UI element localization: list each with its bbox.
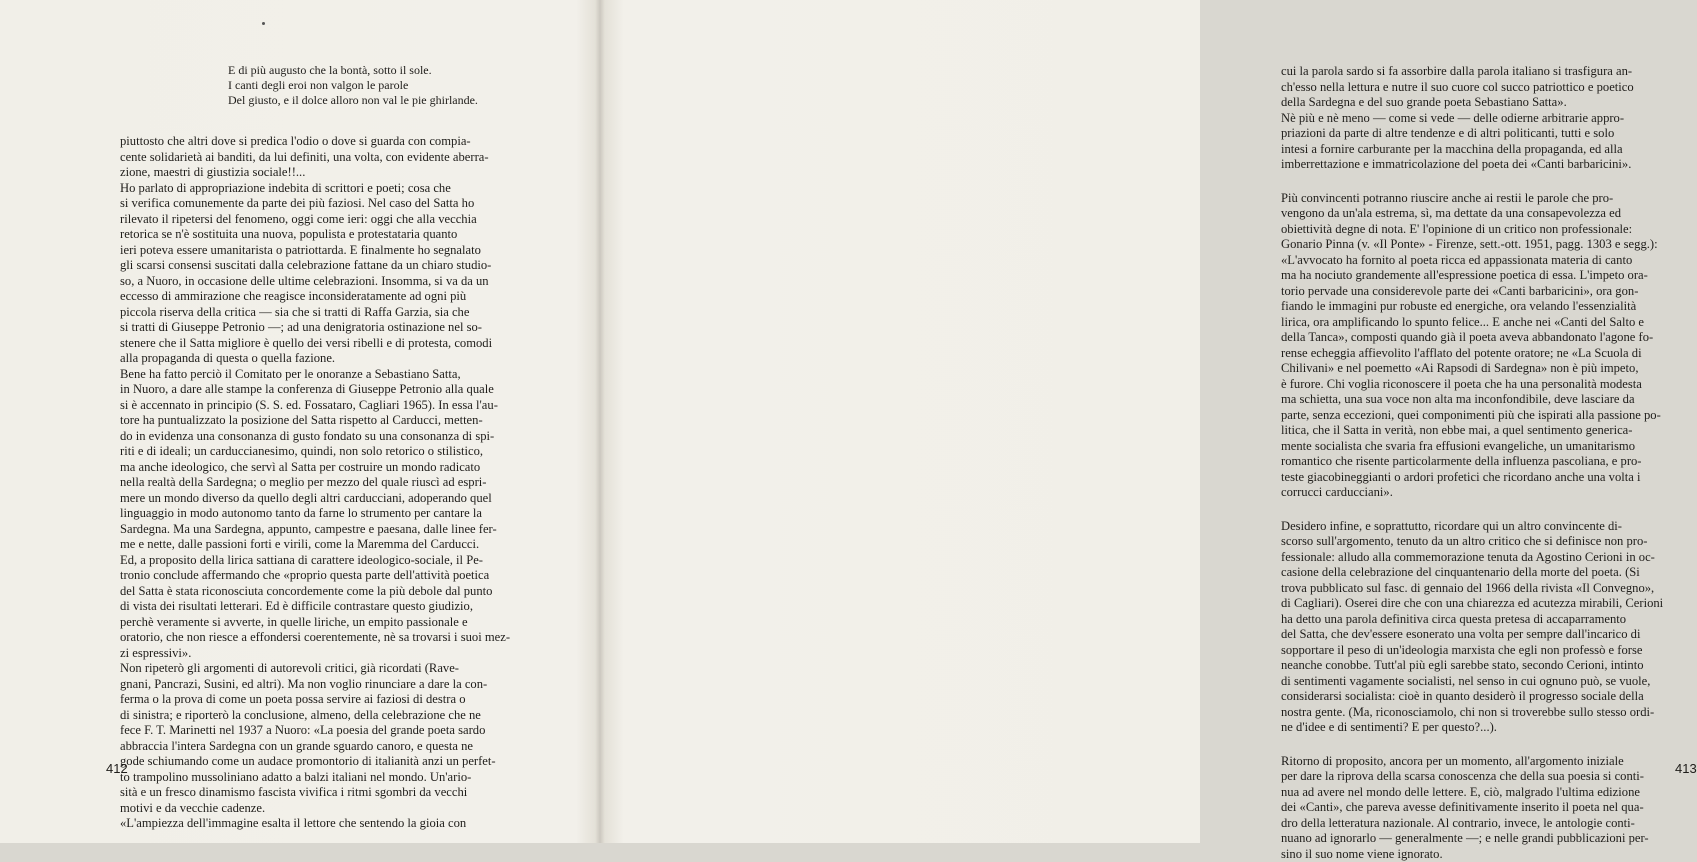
text-line: neanche conobbe. Tutt'al più egli sarebbe stato, secondo Cerioni, intinto (1281, 658, 1681, 674)
text-line: ferma o la prova di come un poeta possa servire ai faziosi di destra o (120, 692, 520, 708)
text-line: eccesso di ammirazione che reagisce inconsideratamente ad ogni più (120, 289, 520, 305)
text-line: Chilivani» e nel poemetto «Ai Rapsodi di Sardegna» non è più impeto, (1281, 361, 1681, 377)
text-line: fessionale: alludo alla commemorazione tenuta da Agostino Cerioni in oc- (1281, 550, 1681, 566)
paragraph-gap (1281, 501, 1681, 519)
text-line: ma ha nociuto grandemente all'espressione poetica di essa. L'impeto ora- (1281, 268, 1681, 284)
text-line: Desidero infine, e soprattutto, ricordare qui un altro convincente di- (1281, 519, 1681, 535)
text-line: retorica se n'è sostituita una nuova, populista e protestataria quanto (120, 227, 520, 243)
text-line: Bene ha fatto perciò il Comitato per le onoranze a Sebastiano Satta, (120, 367, 520, 383)
text-line: ne d'idee e di sentimenti? E per questo?...). (1281, 720, 1681, 736)
text-line: «L'ampiezza dell'immagine esalta il lettore che sentendo la gioia con (120, 816, 520, 832)
text-line: oratorio, che non riesce a effondersi coerentemente, nè sa trovarsi i suoi mez- (120, 630, 520, 646)
text-line: cente solidarietà ai banditi, da lui definiti, una volta, con evidente aberra- (120, 150, 520, 166)
text-line: ch'esso nella lettura e nutre il suo cuore col succo patriottico e poetico (1281, 80, 1681, 96)
text-line: zione, maestri di giustizia sociale!!... (120, 165, 520, 181)
text-line: Ritorno di proposito, ancora per un momento, all'argomento iniziale (1281, 754, 1681, 770)
text-line: stenere che il Satta migliore è quello dei versi ribelli e di protesta, comodi (120, 336, 520, 352)
text-line: piccola riserva della critica — sia che si tratti di Raffa Garzia, sia che (120, 305, 520, 321)
text-line: tronio conclude affermando che «proprio questa parte dell'attività poetica (120, 568, 520, 584)
text-line: cui la parola sardo si fa assorbire dalla parola italiano si trasfigura an- (1281, 64, 1681, 80)
text-line: di sentimenti vagamente socialisti, nel senso in cui ognuno può, se vuole, (1281, 674, 1681, 690)
text-line: sità e un fresco dinamismo fascista vivifica i ritmi sgombri da vecchi (120, 785, 520, 801)
text-line: mente socialista che svaria fra effusioni evangeliche, un umanitarismo (1281, 439, 1681, 455)
text-line: riti e di ideali; un carduccianesimo, quindi, non solo retorico o stilistico, (120, 444, 520, 460)
epigraph (228, 63, 528, 108)
text-line: Più convincenti potranno riuscire anche ai restii le parole che pro- (1281, 191, 1681, 207)
text-line: to trampolino mussoliniano adatto a balzi italiani nel mondo. Un'ario- (120, 770, 520, 786)
left-page (0, 0, 600, 843)
text-line: litica, che il Satta in verità, non ebbe mai, a quel sentimento generica- (1281, 423, 1681, 439)
paper-speck (262, 22, 265, 25)
page-number-right: 413 (1675, 761, 1697, 776)
text-line: si verifica comunemente da parte dei più faziosi. Nel caso del Satta ho (120, 196, 520, 212)
page-number-left: 412 (106, 761, 128, 776)
text-line: lirica, ora amplificando lo spunto felice... E anche nei «Canti del Salto e (1281, 315, 1681, 331)
text-line: del Satta è stata riconosciuta concordemente come la più debole dal punto (120, 584, 520, 600)
text-line: corrucci carducciani». (1281, 485, 1681, 501)
text-line: scorso sull'argomento, tenuto da un altro critico che si definisce non pro- (1281, 534, 1681, 550)
text-line: gnani, Pancrazi, Susini, ed altri). Ma non voglio rinunciare a dare la con- (120, 677, 520, 693)
text-line: «L'avvocato ha fornito al poeta ricca ed appassionata materia di canto (1281, 253, 1681, 269)
text-line: nella realtà della Sardegna; o meglio per mezzo del quale riuscì ad espri- (120, 475, 520, 491)
text-line: in Nuoro, a dare alle stampe la conferenza di Giuseppe Petronio alla quale (120, 382, 520, 398)
text-line: alla propaganda di questa o quella fazione. (120, 351, 520, 367)
text-line: teste giacobineggianti o ardori profetici che ricordano anche una volta i (1281, 470, 1681, 486)
text-line: nua ad avere nel mondo delle lettere. E, ciò, malgrado l'ultima edizione (1281, 785, 1681, 801)
epigraph-line: Del giusto, e il dolce alloro non val le pie ghirlande. (228, 93, 528, 108)
text-line: sino il suo nome viene ignorato. (1281, 847, 1681, 862)
text-line: fiando le immagini pur robuste ed energiche, ora velando l'essenzialità (1281, 299, 1681, 315)
text-line: Ed, a proposito della lirica sattiana di carattere ideologico-sociale, il Pe- (120, 553, 520, 569)
text-line: si tratti di Giuseppe Petronio —; ad una denigratoria ostinazione nel so- (120, 320, 520, 336)
text-line: ma anche ideologico, che servì al Satta per costruire un mondo radicato (120, 460, 520, 476)
text-line: piuttosto che altri dove si predica l'odio o dove si guarda con compia- (120, 134, 520, 150)
text-line: obiettività degne di nota. E' l'opinione di un critico non professionale: (1281, 222, 1681, 238)
epigraph-line: I canti degli eroi non valgon le parole (228, 78, 528, 93)
text-line: si è accennato in principio (S. S. ed. Fossataro, Cagliari 1965). In essa l'au- (120, 398, 520, 414)
text-line: di sinistra; e riporterò la conclusione, almeno, della celebrazione che ne (120, 708, 520, 724)
left-body-text (120, 134, 520, 832)
text-line: rense echeggia affievolito l'afflato del potente oratore; ne «La Scuola di (1281, 346, 1681, 362)
text-line: motivi e da vecchie cadenze. (120, 801, 520, 817)
text-line: trova pubblicato sul fasc. di gennaio del 1966 della rivista «Il Convegno», (1281, 581, 1681, 597)
text-line: della Sardegna e del suo grande poeta Sebastiano Satta». (1281, 95, 1681, 111)
text-line: tore ha puntualizzato la posizione del Satta rispetto al Carducci, metten- (120, 413, 520, 429)
text-line: intesi a fornire carburante per la macchina della propaganda, ed alla (1281, 142, 1681, 158)
text-line: dei «Canti», che pareva avesse definitivamente inserito il poeta nel qua- (1281, 800, 1681, 816)
text-line: Ho parlato di appropriazione indebita di scrittori e poeti; cosa che (120, 181, 520, 197)
text-line: Gonario Pinna (v. «Il Ponte» - Firenze, sett.-ott. 1951, pagg. 1303 e segg.): (1281, 237, 1681, 253)
text-line: rilevato il ripetersi del fenomeno, oggi come ieri: oggi che alla vecchia (120, 212, 520, 228)
text-line: linguaggio in modo autonomo tanto da farne lo strumento per cantare la (120, 506, 520, 522)
text-line: è furore. Chi voglia riconoscere il poeta che ha una personalità modesta (1281, 377, 1681, 393)
text-line: di Cagliari). Oserei dire che con una chiarezza ed acutezza mirabili, Cerioni (1281, 596, 1681, 612)
text-line: gode schiumando come un audace promontorio di italianità anzi un perfet- (120, 754, 520, 770)
text-line: zi espressivi». (120, 646, 520, 662)
text-line: romantico che risente particolarmente della influenza pascoliana, e pro- (1281, 454, 1681, 470)
text-line: priazioni da parte di altre tendenze e di altri politicanti, tutti e solo (1281, 126, 1681, 142)
text-line: Non ripeterò gli argomenti di autorevoli critici, già ricordati (Rave- (120, 661, 520, 677)
text-line: dro della letteratura nazionale. Al contrario, invece, le antologie conti- (1281, 816, 1681, 832)
text-line: nostra gente. (Ma, riconosciamolo, chi non si troverebbe sullo stesso ordi- (1281, 705, 1681, 721)
text-line: del Satta, che dev'essere esonerato una volta per sempre dall'incarico di (1281, 627, 1681, 643)
text-line: per dare la riprova della scarsa conoscenza che della sua poesia si conti- (1281, 769, 1681, 785)
text-line: mere un mondo diverso da quello degli altri carducciani, adoperando quel (120, 491, 520, 507)
text-line: nuano ad ignorarlo — generalmente —; e nelle grandi pubblicazioni per- (1281, 831, 1681, 847)
text-line: do in evidenza una consonanza di gusto fondato su una consonanza di spi- (120, 429, 520, 445)
text-line: sopportare il peso di un'ideologia marxista che egli non professò e forse (1281, 643, 1681, 659)
text-line: me e nette, dalle passioni forti e virili, come la Maremma del Carducci. (120, 537, 520, 553)
text-line: imberrettazione e immatricolazione del poeta dei «Canti barbaricini». (1281, 157, 1681, 173)
text-line: ha detto una parola definitiva circa questa pretesa di accaparramento (1281, 612, 1681, 628)
text-line: casione della celebrazione del cinquantenario della morte del poeta. (Si (1281, 565, 1681, 581)
text-line: vengono da un'ala estrema, sì, ma dettate da una consapevolezza ed (1281, 206, 1681, 222)
text-line: parte, senza eccezioni, quei componimenti più che ispirati alla passione po- (1281, 408, 1681, 424)
text-line: so, a Nuoro, in occasione delle ultime celebrazioni. Insomma, si va da un (120, 274, 520, 290)
text-line: Nè più e nè meno — come si vede — delle odierne arbitrarie appro- (1281, 111, 1681, 127)
text-line: di vista dei risultati letterari. Ed è difficile contrastare questo giudizio, (120, 599, 520, 615)
text-line: ma schietta, una sua voce non alta ma inconfondibile, deve lasciare da (1281, 392, 1681, 408)
text-line: torio pervade una considerevole parte dei «Canti barbaricini», ora gon- (1281, 284, 1681, 300)
epigraph-line: E di più augusto che la bontà, sotto il sole. (228, 63, 528, 78)
text-line: Sardegna. Ma una Sardegna, appunto, campestre e paesana, dalle linee fer- (120, 522, 520, 538)
paragraph-gap (1281, 736, 1681, 754)
text-line: fece F. T. Marinetti nel 1937 a Nuoro: «La poesia del grande poeta sardo (120, 723, 520, 739)
paragraph-gap (1281, 173, 1681, 191)
text-line: considerarsi socialista: cioè in quanto desiderò il progresso sociale della (1281, 689, 1681, 705)
right-page (600, 0, 1200, 843)
text-line: gli scarsi consensi suscitati dalla celebrazione fattane da un chiaro studio- (120, 258, 520, 274)
text-line: perchè veramente si avverte, in quelle liriche, un empito passionale e (120, 615, 520, 631)
right-body-text (1281, 64, 1681, 862)
text-line: ieri poteva essere umanitarista o patriottarda. E finalmente ho segnalato (120, 243, 520, 259)
text-line: abbraccia l'intera Sardegna con un grande sguardo canoro, e questa ne (120, 739, 520, 755)
text-line: della Tanca», composti quando già il poeta aveva abbandonato l'agone fo- (1281, 330, 1681, 346)
